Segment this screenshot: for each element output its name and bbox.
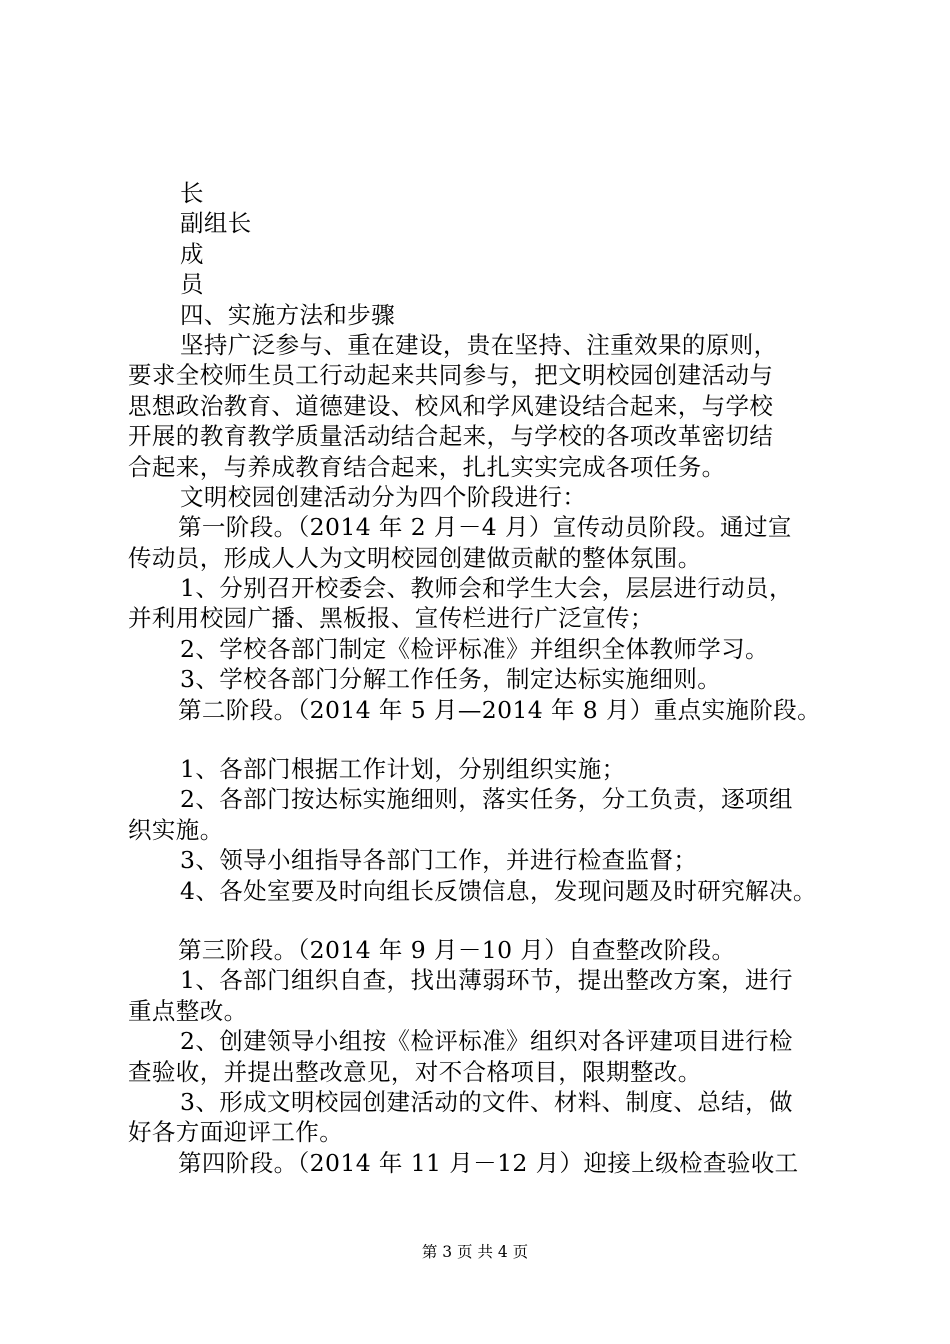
text-line: 1、分别召开校委会、教师会和学生大会，层层进行动员， <box>180 574 793 603</box>
text-line: 长 <box>180 179 204 207</box>
text-line: 文明校园创建活动分为四个阶段进行： <box>180 482 587 511</box>
text-line: 开展的教育教学质量活动结合起来，与学校的各项改革密切结 <box>128 422 774 451</box>
stage-heading: 第三阶段。（2014 年 9 月－10 月）自查整改阶段。 <box>178 935 736 964</box>
text-line: 重点整改。 <box>128 996 248 1025</box>
text-line: 3、领导小组指导各部门工作，并进行检查监督； <box>180 846 698 875</box>
document-body <box>128 178 840 1178</box>
text-line: 3、学校各部门分解工作任务，制定达标实施细则。 <box>180 665 722 694</box>
stage-heading: 第一阶段。（2014 年 2 月－4 月）宣传动员阶段。通过宣 <box>178 513 792 542</box>
text-line: 3、形成文明校园创建活动的文件、材料、制度、总结，做 <box>180 1087 793 1116</box>
text-line: 思想政治教育、道德建设、校风和学风建设结合起来，与学校 <box>128 391 774 420</box>
text-line: 要求全校师生员工行动起来共同参与，把文明校园创建活动与 <box>128 361 774 390</box>
text-line: 坚持广泛参与、重在建设，贵在坚持、注重效果的原则， <box>180 330 778 359</box>
text-line: 4、各处室要及时向组长反馈信息，发现问题及时研究解决。 <box>180 876 817 905</box>
stage-heading: 第四阶段。（2014 年 11 月－12 月）迎接上级检查验收工 <box>178 1148 799 1177</box>
text-line: 2、创建领导小组按《检评标准》组织对各评建项目进行检 <box>180 1027 793 1056</box>
stage-heading: 第二阶段。（2014 年 5 月—2014 年 8 月）重点实施阶段。 <box>178 695 822 724</box>
text-line: 织实施。 <box>128 815 224 844</box>
blank-line <box>128 906 840 935</box>
text-line: 成 <box>180 239 204 268</box>
text-line: 查验收，并提出整改意见，对不合格项目，限期整改。 <box>128 1057 702 1086</box>
text-line: 好各方面迎评工作。 <box>128 1118 344 1147</box>
text-line: 1、各部门根据工作计划，分别组织实施； <box>180 755 626 784</box>
text-line: 合起来，与养成教育结合起来，扎扎实实完成各项任务。 <box>128 452 726 481</box>
text-line: 2、学校各部门制定《检评标准》并组织全体教师学习。 <box>180 634 769 663</box>
text-line: 传动员，形成人人为文明校园创建做贡献的整体氛围。 <box>128 543 702 572</box>
text-line: 2、各部门按达标实施细则，落实任务，分工负责，逐项组 <box>180 785 793 814</box>
blank-line <box>128 725 840 754</box>
text-line: 1、各部门组织自查，找出薄弱环节，提出整改方案，进行 <box>180 966 793 995</box>
text-line: 并利用校园广播、黑板报、宣传栏进行广泛宣传； <box>128 604 654 633</box>
text-line: 副组长 <box>180 209 252 238</box>
page-footer: 第 3 页 共 4 页 <box>421 1243 529 1261</box>
text-line: 员 <box>180 270 204 299</box>
section-heading: 四、实施方法和步骤 <box>180 300 396 329</box>
